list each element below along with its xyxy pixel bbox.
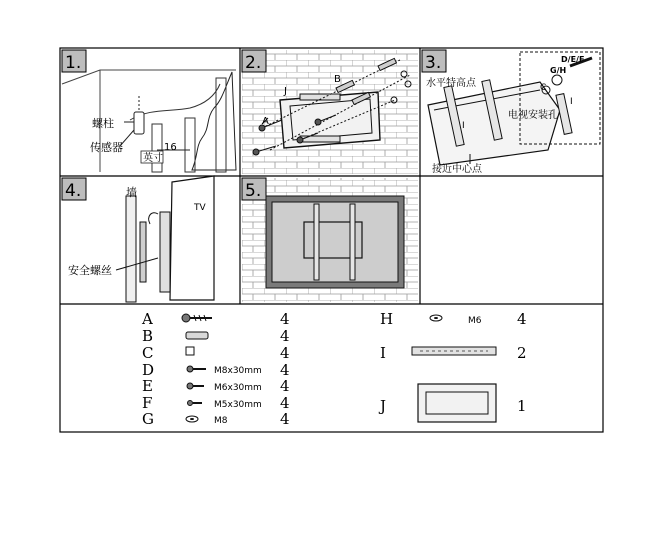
label-dim: D/E/F bbox=[561, 55, 585, 64]
inch-value: 16 bbox=[164, 142, 177, 153]
part-letter: I bbox=[380, 344, 386, 362]
part-row bbox=[142, 361, 290, 379]
part-letter: F bbox=[142, 394, 153, 412]
wall-plate-icon bbox=[418, 384, 496, 422]
part-spec: M6 bbox=[468, 316, 482, 326]
part-spec: M6x30mm bbox=[214, 383, 262, 393]
part-row bbox=[142, 344, 290, 362]
part-qty: 4 bbox=[280, 410, 290, 428]
part-row bbox=[141, 310, 290, 328]
tv-hole-label: 电视安装孔 bbox=[508, 110, 558, 121]
washer-icon bbox=[186, 416, 198, 422]
inch-unit: 英寸 bbox=[143, 153, 163, 164]
step-4-number: 4. bbox=[65, 181, 82, 201]
part-qty: 4 bbox=[280, 361, 290, 379]
spacer-icon bbox=[186, 347, 194, 355]
step-4-panel bbox=[62, 176, 214, 302]
vertical-arm-icon bbox=[412, 347, 496, 355]
part-row bbox=[380, 344, 527, 362]
label-c: C bbox=[540, 83, 547, 93]
label-b: B bbox=[334, 74, 341, 85]
part-row bbox=[142, 410, 290, 428]
label-a: A bbox=[262, 116, 269, 127]
part-letter: H bbox=[380, 310, 394, 328]
near-center-label: 接近中心点 bbox=[432, 164, 482, 175]
step-1-panel bbox=[62, 50, 236, 172]
lag-screw-icon bbox=[182, 314, 212, 322]
part-row bbox=[142, 327, 290, 345]
label-gh: G/H bbox=[550, 66, 567, 75]
step-3-panel bbox=[422, 50, 600, 175]
part-letter: E bbox=[142, 377, 153, 395]
part-qty: 4 bbox=[280, 377, 290, 395]
level-point-label: 水平特高点 bbox=[426, 78, 476, 89]
step-1-number: 1. bbox=[65, 53, 82, 73]
part-qty: 4 bbox=[280, 394, 290, 412]
part-row bbox=[378, 384, 527, 422]
part-row bbox=[380, 310, 527, 328]
part-letter: C bbox=[142, 344, 154, 362]
part-spec: M8x30mm bbox=[214, 366, 262, 376]
screw-post-label: 螺柱 bbox=[92, 117, 114, 130]
wall-anchor-icon bbox=[186, 332, 208, 339]
part-spec: M8 bbox=[214, 416, 228, 426]
part-qty: 2 bbox=[517, 344, 527, 362]
part-qty: 4 bbox=[280, 327, 290, 345]
bolt-icon bbox=[188, 401, 203, 406]
wall-label: 墙 bbox=[126, 186, 137, 199]
part-qty: 4 bbox=[280, 344, 290, 362]
step-5-number: 5. bbox=[245, 181, 262, 201]
part-letter: B bbox=[142, 327, 154, 345]
part-qty: 4 bbox=[280, 310, 290, 328]
part-letter: D bbox=[142, 361, 155, 379]
bolt-icon bbox=[187, 383, 204, 389]
part-row bbox=[142, 394, 290, 412]
label-i-left: I bbox=[462, 121, 465, 131]
step-3-number: 3. bbox=[425, 53, 442, 73]
label-j: J bbox=[284, 86, 287, 97]
bolt-icon bbox=[187, 366, 206, 372]
part-letter: G bbox=[142, 410, 154, 428]
part-letter: J bbox=[380, 397, 387, 415]
part-row bbox=[142, 377, 290, 395]
step-5-panel bbox=[242, 178, 418, 302]
sensor-label: 传感器 bbox=[90, 141, 123, 154]
step-2-panel bbox=[242, 50, 418, 174]
part-letter: A bbox=[142, 310, 153, 328]
tv-label: TV bbox=[194, 203, 206, 213]
safety-screw-label: 安全螺丝 bbox=[68, 264, 112, 277]
part-qty: 4 bbox=[517, 310, 527, 328]
parts-table bbox=[141, 310, 527, 428]
step-2-number: 2. bbox=[245, 53, 262, 73]
part-spec: M5x30mm bbox=[214, 400, 262, 410]
washer-icon bbox=[430, 315, 442, 321]
label-i-right: I bbox=[570, 97, 573, 107]
part-qty: 1 bbox=[517, 397, 527, 415]
